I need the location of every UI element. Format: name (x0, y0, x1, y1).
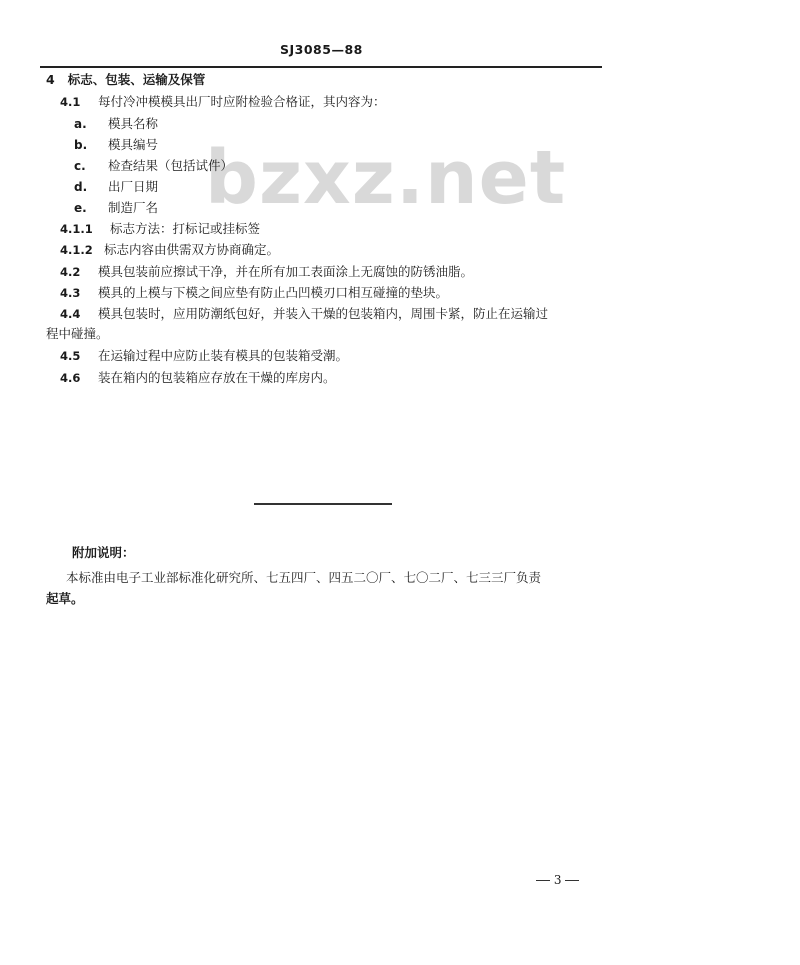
section-title: 标志、包装、运输及保管 (67, 72, 206, 87)
list-letter: d. (74, 180, 88, 194)
list-letter: e. (74, 201, 87, 215)
clause-4-4-continuation (46, 326, 109, 342)
page-number-value: 3 (553, 873, 562, 887)
list-letter: a. (74, 117, 87, 131)
list-text: 出厂日期 (107, 179, 158, 194)
appendix-text-line-2: 起草。 (46, 591, 84, 606)
list-letter: c. (74, 159, 86, 173)
clause-4-1 (60, 94, 386, 110)
clause-number: 4.1 (60, 95, 81, 109)
clause-text: 程中碰撞。 (46, 326, 109, 341)
list-text: 模具编号 (107, 137, 158, 152)
clause-text: 模具的上模与下模之间应垫有防止凸凹模刃口相互碰撞的垫块。 (97, 285, 448, 300)
list-item-e (74, 200, 158, 216)
section-number: 4 (46, 72, 55, 87)
clause-4-1-1 (60, 221, 260, 237)
clause-number: 4.1.1 (60, 222, 93, 236)
list-text: 模具名称 (107, 116, 158, 131)
clause-4-1-2 (60, 242, 279, 258)
list-item-c (74, 158, 233, 174)
clause-number: 4.1.2 (60, 243, 93, 257)
section-heading (46, 72, 205, 88)
clause-4-2 (60, 264, 473, 280)
page-number (536, 873, 579, 887)
clause-number: 4.6 (60, 371, 81, 385)
clause-number: 4.4 (60, 307, 81, 321)
clause-number: 4.3 (60, 286, 81, 300)
clause-4-3 (60, 285, 448, 301)
watermark: bzxz.net (205, 135, 567, 221)
clause-4-6 (60, 370, 336, 386)
appendix-text-line-1: 本标准由电子工业部标准化研究所、七五四厂、四五二〇厂、七〇二厂、七三三厂负责 (66, 570, 542, 585)
appendix-heading: 附加说明： (72, 545, 135, 560)
list-text: 制造厂名 (107, 200, 158, 215)
clause-text: 每付冷冲模模具出厂时应附检验合格证，其内容为： (97, 94, 386, 109)
list-letter: b. (74, 138, 88, 152)
clause-number: 4.5 (60, 349, 81, 363)
clause-text: 装在箱内的包装箱应存放在干燥的库房内。 (97, 370, 336, 385)
standard-code: SJ3085—88 (280, 42, 363, 57)
clause-text: 标志方法：打标记或挂标签 (109, 221, 260, 236)
section-separator (254, 503, 392, 505)
list-item-a (74, 116, 158, 132)
list-text: 检查结果（包括试件） (107, 158, 233, 173)
clause-text: 模具包装前应擦试干净，并在所有加工表面涂上无腐蚀的防锈油脂。 (97, 264, 473, 279)
clause-4-4 (60, 306, 548, 322)
clause-number: 4.2 (60, 265, 81, 279)
list-item-b (74, 137, 158, 153)
dash-right (565, 880, 579, 881)
clause-text: 模具包装时，应用防潮纸包好，并装入干燥的包装箱内，周围卡紧，防止在运输过 (97, 306, 548, 321)
clause-text: 标志内容由供需双方协商确定。 (103, 242, 279, 257)
list-item-d (74, 179, 158, 195)
header-rule (40, 66, 602, 68)
clause-4-5 (60, 348, 348, 364)
dash-left (536, 880, 550, 881)
clause-text: 在运输过程中应防止装有模具的包装箱受潮。 (97, 348, 348, 363)
